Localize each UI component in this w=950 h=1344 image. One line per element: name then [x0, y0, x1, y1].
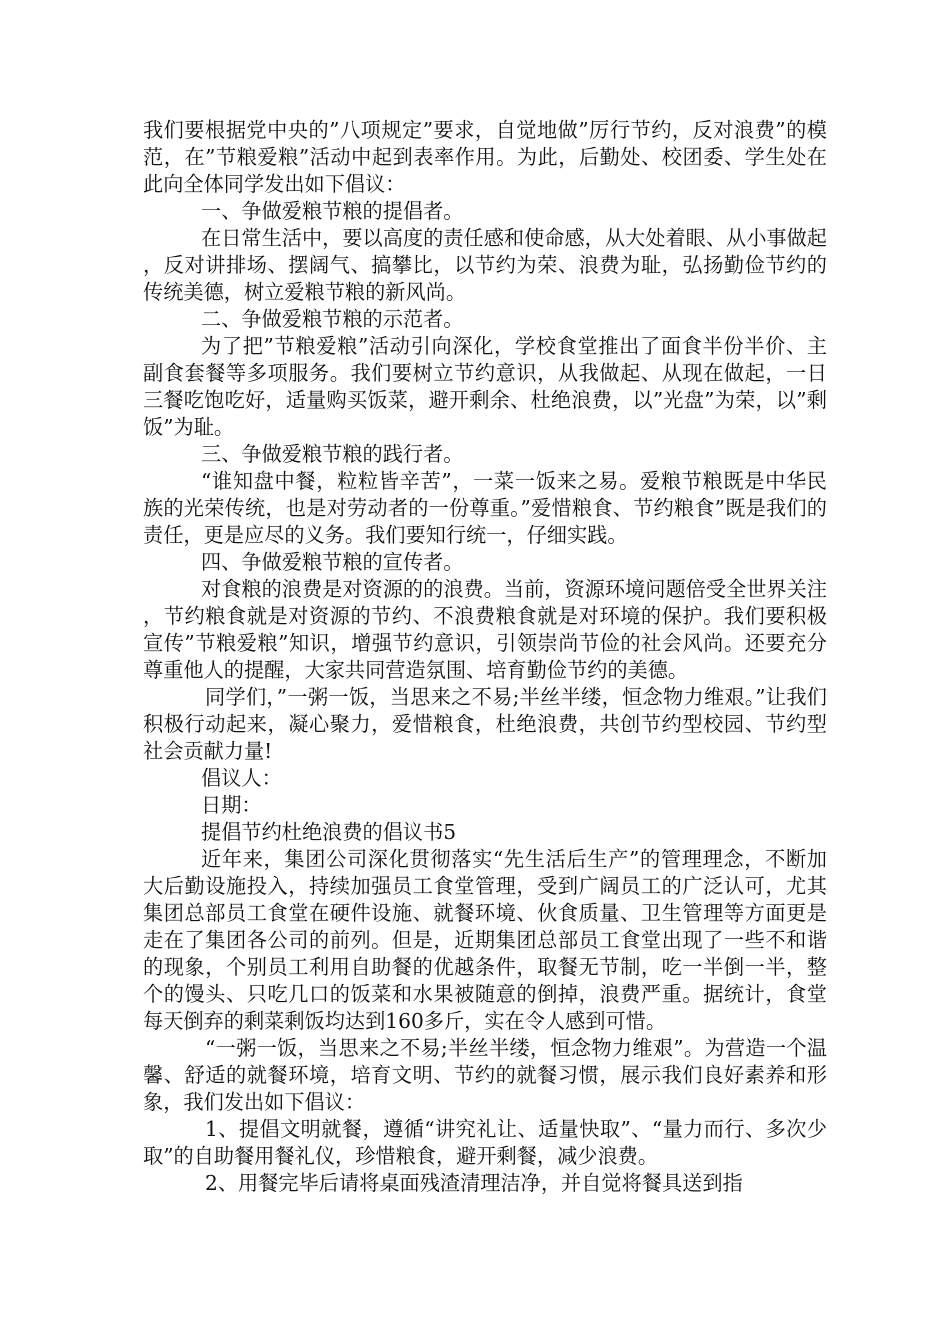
proposal-item-2: 2、用餐完毕后请将桌面残渣清理洁净，并自觉将餐具送到指 [205, 1171, 743, 1195]
heading-item-1: 一、争做爱粮节粮的提倡者。 [201, 199, 464, 223]
document-body [143, 117, 827, 1197]
paragraph-background: 近年来，集团公司深化贯彻落实“先生活后生产”的管理理念，不断加大后勤设施投入，持续加强员工食堂管理，受到广阔员工的广泛认可，尤其集团总部员工食堂在硬件设施、就餐环境、伙食质量、卫生管理等方面更是走在了集团各公司的前列。但是，近期集团总部员工食堂出现了一些不和谐的现象，个别员工利用自助餐的优越条件，取餐无节制，吃一半倒一半，整个的馒头、只吃几口的饭菜和水果被随意的倒掉，浪费严重。据统计，食堂每天倒弃的剩菜剩饭均达到160多斤，实在令人感到可惜。 [143, 847, 827, 1033]
heading-item-3: 三、争做爱粮节粮的践行者。 [201, 442, 464, 466]
paragraph-appeal: “一粥一饭，当思来之不易;半丝半缕，恒念物力维艰”。为营造一个温馨、舒适的就餐环境，培育文明、节约的就餐习惯，展示我们良好素养和形象，我们发出如下倡议： [143, 1036, 827, 1114]
signature-proposer: 倡议人： [201, 766, 282, 790]
heading-item-4: 四、争做爱粮节粮的宣传者。 [201, 550, 464, 574]
section-title: 提倡节约杜绝浪费的倡议书5 [201, 820, 457, 844]
heading-item-2: 二、争做爱粮节粮的示范者。 [201, 307, 464, 331]
signature-date: 日期： [201, 793, 262, 817]
paragraph-item-1: 在日常生活中，要以高度的责任感和使命感，从大处着眼、从小事做起，反对讲排场、摆阔气、搞攀比，以节约为荣、浪费为耻，弘扬勤俭节约的传统美德，树立爱粮节粮的新风尚。 [143, 226, 827, 304]
paragraph-item-2: 为了把”节粮爱粮”活动引向深化，学校食堂推出了面食半份半价、主副食套餐等多项服务。我们要树立节约意识，从我做起、从现在做起，一日三餐吃饱吃好，适量购买饭菜，避开剩余、杜绝浪费，以”光盘”为荣，以”剩饭”为耻。 [143, 334, 827, 439]
proposal-item-1: 1、提倡文明就餐，遵循“讲究礼让、适量快取”、“量力而行、多次少取”的自助餐用餐礼仪，珍惜粮食，避开剩餐，减少浪费。 [143, 1117, 827, 1168]
paragraph-item-3: “谁知盘中餐，粒粒皆辛苦”，一菜一饭来之易。爱粮节粮既是中华民族的光荣传统，也是对劳动者的一份尊重。”爱惜粮食、节约粮食”既是我们的责任，更是应尽的义务。我们要知行统一，仔细实践。 [143, 469, 827, 547]
paragraph-intro: 我们要根据党中央的”八项规定”要求，自觉地做”厉行节约，反对浪费”的模范，在”节粮爱粮”活动中起到表率作用。为此，后勤处、校团委、学生处在此向全体同学发出如下倡议： [143, 118, 827, 196]
paragraph-closing: 同学们，”一粥一饭，当思来之不易;半丝半缕，恒念物力维艰。”让我们积极行动起来，凝心聚力，爱惜粮食，杜绝浪费，共创节约型校园、节约型社会贡献力量! [143, 685, 827, 763]
paragraph-item-4: 对食粮的浪费是对资源的的浪费。当前，资源环境问题倍受全世界关注，节约粮食就是对资源的节约、不浪费粮食就是对环境的保护。我们要积极宣传”节粮爱粮”知识，增强节约意识，引领崇尚节俭的社会风尚。还要充分尊重他人的提醒，大家共同营造氛围、培育勤俭节约的美德。 [143, 577, 827, 682]
